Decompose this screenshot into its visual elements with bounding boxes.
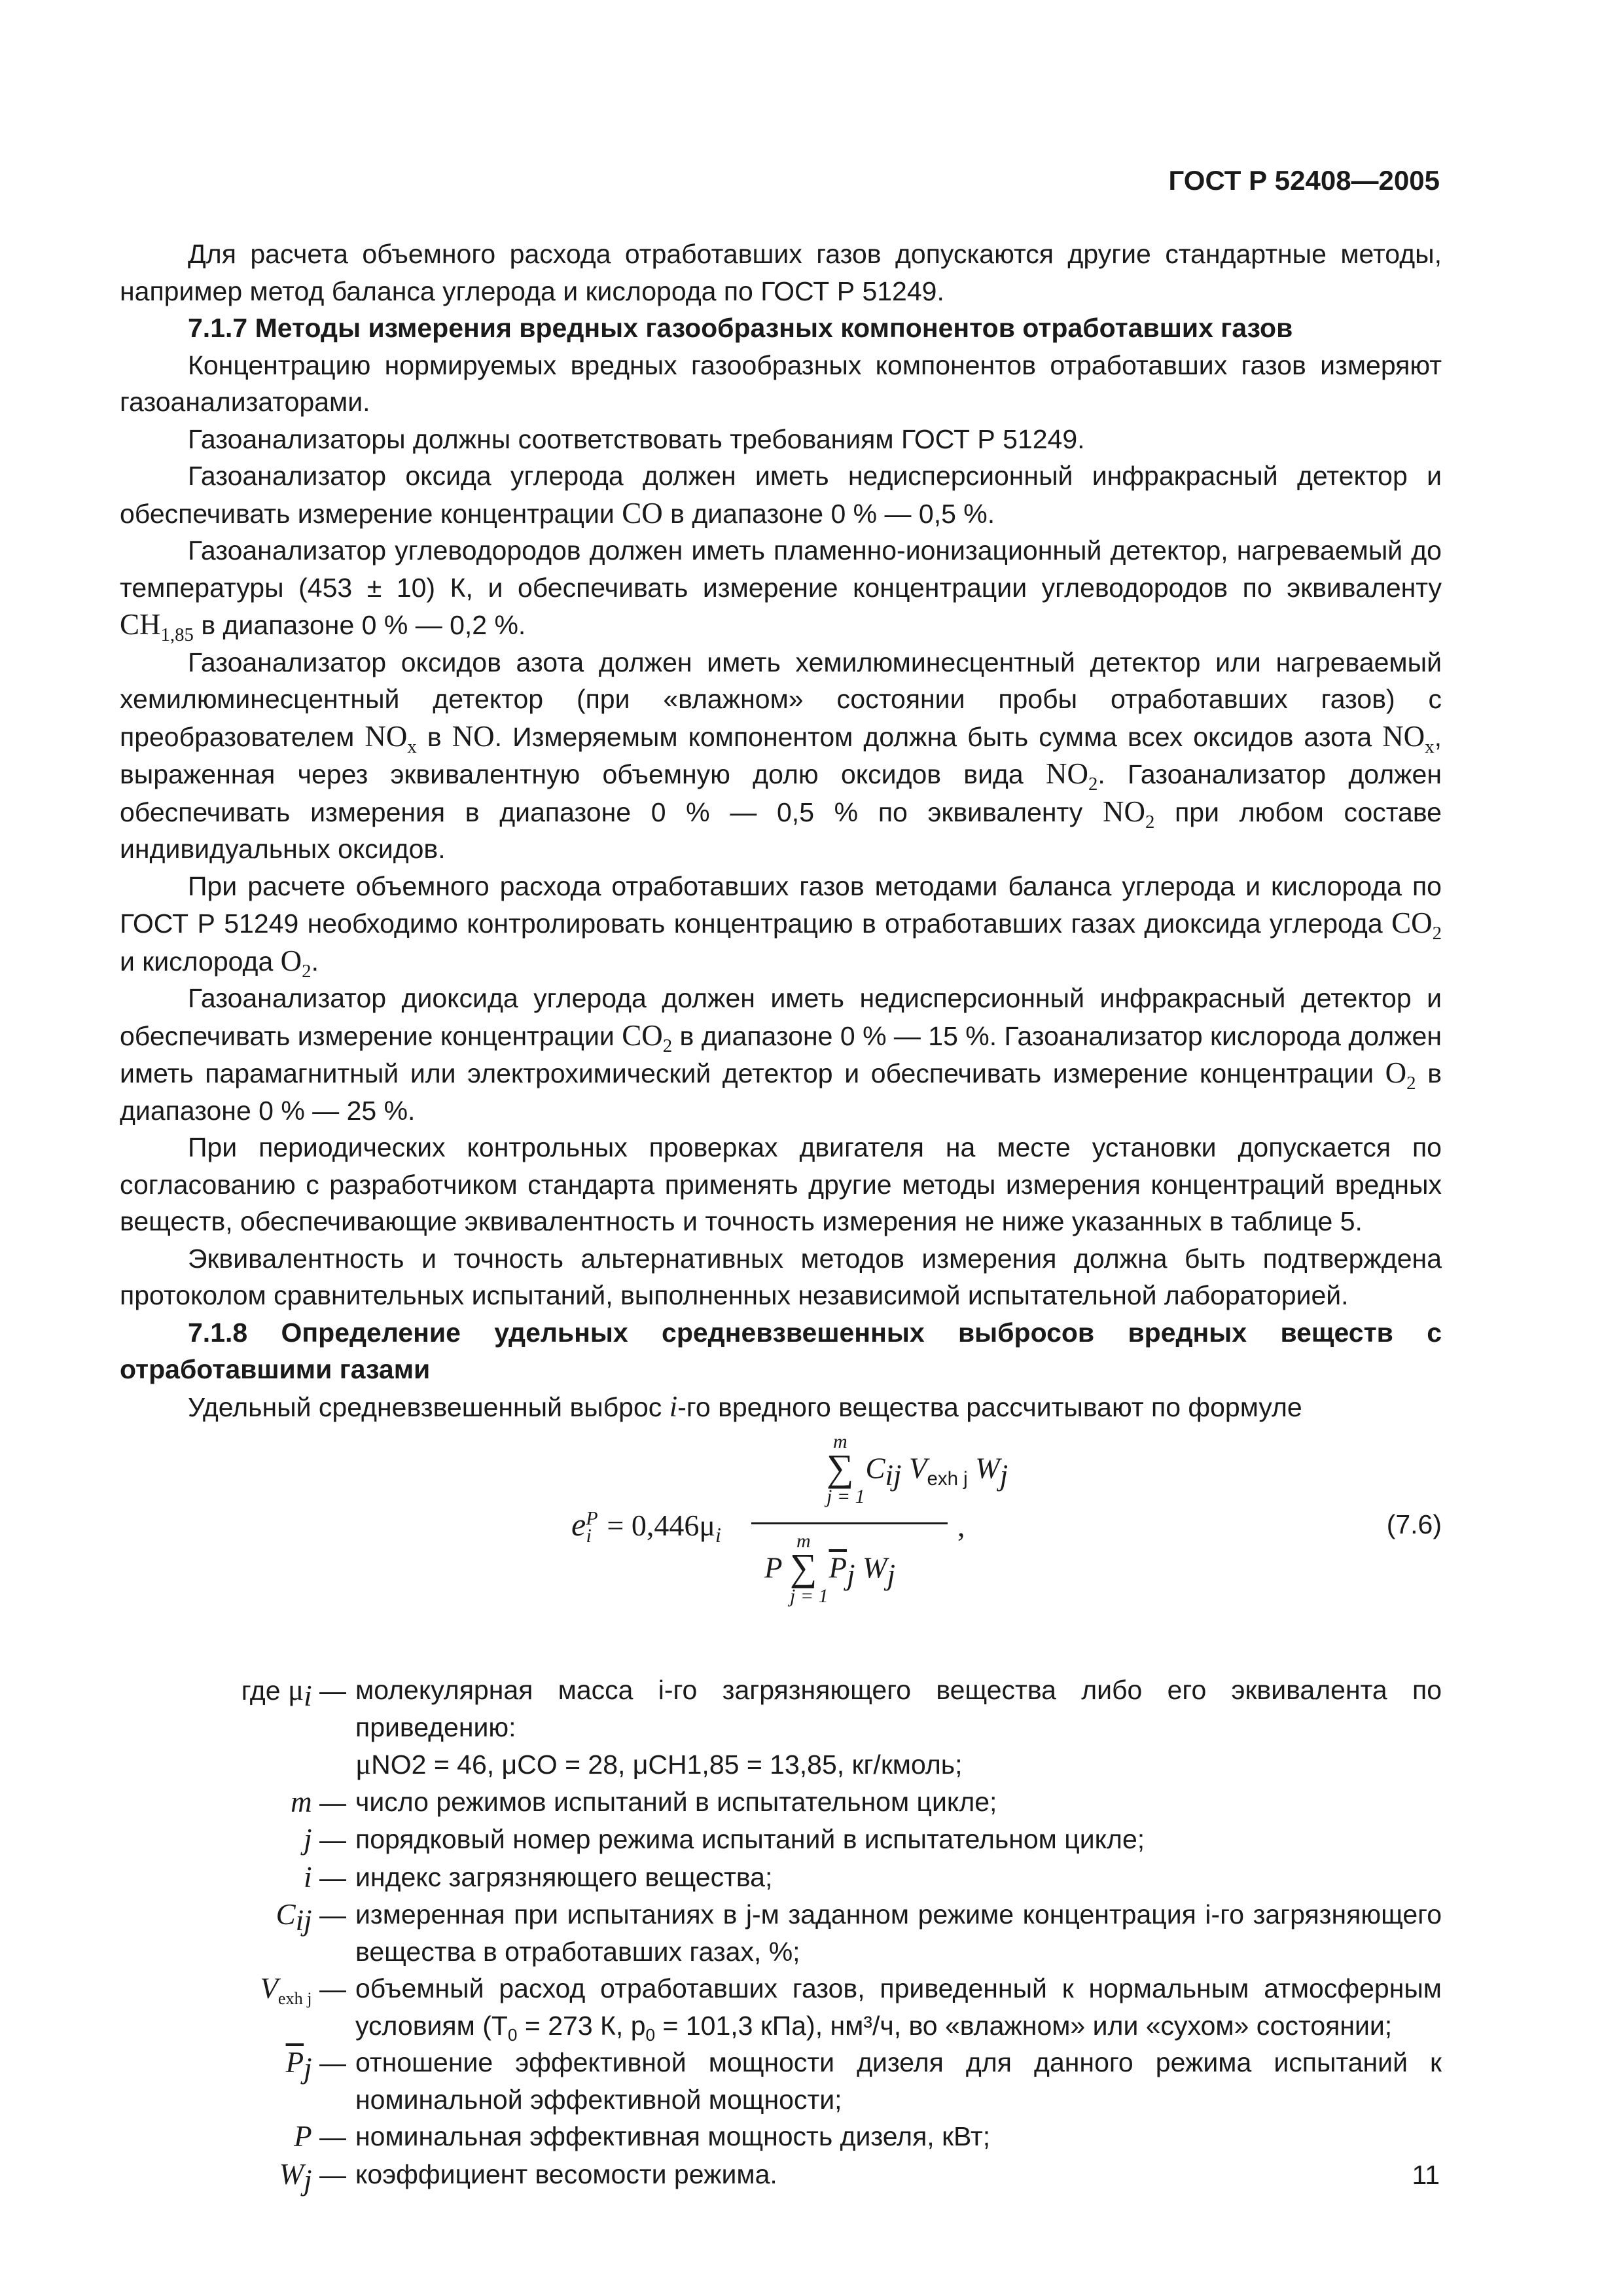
standard-designation: ГОСТ Р 52408—2005 <box>1168 165 1440 196</box>
definition-pj: $\overline{P}_j$ — отношение эффективной мощности дизеля для данного режима испытаний к номинальной эффективной мощности; <box>285 2046 1442 2115</box>
definition-wj: $W_j$ — коэффициент весомости режима. <box>279 2157 777 2197</box>
formula-co: CO <box>622 496 663 529</box>
paragraph-calc-methods: Для расчета объемного расхода отработавших газов допускаются другие стандартные методы, например метод баланса углерода и кислорода по ГОСТ Р 51249. <box>120 239 1442 306</box>
definition-i: i — индекс загрязняющего вещества; <box>304 1860 773 1893</box>
formula-nox-2: $NO_x$ <box>1382 719 1435 757</box>
fraction-bar <box>751 1522 948 1524</box>
formula-lhs: $e^P_i = 0,446\mu_i$ <box>571 1506 721 1547</box>
formula-7-6 <box>120 1431 1442 1632</box>
sum-symbol-2: m ∑ j = 1 <box>790 1530 829 1607</box>
paragraph-nox-analyzer: Газоанализатор оксидов азота должен иметь хемилюминесцентный детектор или нагреваемый хемилюминесцентный детектор (при «влажном» состоянии пробы отработавших газов) с преобразователем $NO_x$ в NO. Измеряемым компонентом должна быть сумма всех оксидов азота $NO_x$, выраженная через эквивалентную объемную долю оксидов вида $NO_2$. Газоанализатор должен обеспечивать измерения в диапазоне 0 % — 0,5 % по эквиваленту $NO_2$ при любом составе индивидуальных оксидов. <box>120 647 1442 864</box>
definition-mu: где $\mu_i$ — молекулярная масса i-го загрязняющего вещества либо его эквивалента по приведению: μNO2 = 46, μCO = 28, μCH1,85 = 13,85, кг/кмоль; <box>241 1674 1442 1780</box>
paragraph-gas-analyzers: Концентрацию нормируемых вредных газообразных компонентов отработавших газов измеряют газоанализаторами. <box>120 350 1442 417</box>
formula-denominator: P m ∑ j = 1 $\overline{P}_j$ $W_j$ <box>764 1532 895 1610</box>
heading-7-1-8: 7.1.8 Определение удельных средневзвешенных выбросов вредных веществ с отработавшими газами <box>120 1317 1442 1384</box>
paragraph-formula-intro: Удельный средневзвешенный выброс i-го вредного вещества рассчитывают по формуле <box>188 1390 1302 1423</box>
sum-symbol: m ∑ j = 1 <box>827 1431 865 1507</box>
heading-7-1-7: 7.1.7 Методы измерения вредных газообразных компонентов отработавших газов <box>188 313 1293 343</box>
definition-p: P — номинальная эффективная мощность дизеля, кВт; <box>294 2120 991 2153</box>
symbol-definitions <box>120 1672 1442 2197</box>
formula-ch185: $CH_{1,85}$ <box>120 608 194 645</box>
definition-vexh: $V_{exh j}$ — объемный расход отработавших газов, приведенный к нормальным атмосферным условиям ($T_0 = 273$ К, $p_0 = 101,3$ кПа), нм³/ч, во «влажном» или «сухом» состоянии; <box>260 1972 1442 2045</box>
paragraph-co2-o2-control: При расчете объемного расхода отработавших газов методами баланса углерода и кислорода по ГОСТ Р 51249 необходимо контролировать концентрацию в отработавших газах диоксида углерода $CO_2$ и кислорода $O_2$. <box>120 870 1442 982</box>
formula-o2: $O_2$ <box>280 944 312 982</box>
paragraph-co2-analyzer: Газоанализатор диоксида углерода должен иметь недисперсионный инфракрасный детектор и обеспечивать измерение концентрации $CO_2$ в диапазоне 0 % — 15 %. Газоанализатор кислорода должен иметь парамагнитный или электрохимический детектор и обеспечивать измерение концентрации $O_2$ в диапазоне 0 % — 25 %. <box>120 983 1442 1126</box>
definition-j: j — порядковый номер режима испытаний в испытательном цикле; <box>304 1823 1145 1856</box>
document-body <box>120 236 1442 2197</box>
formula-no: NO <box>452 719 495 753</box>
paragraph-co-analyzer: Газоанализатор оксида углерода должен иметь недисперсионный инфракрасный детектор и обеспечивать измерение концентрации CO в диапазоне 0 % — 0,5 %. <box>120 461 1442 529</box>
definition-m: m — число режимов испытаний в испытательном цикле; <box>291 1785 997 1818</box>
formula-nox: $NO_x$ <box>365 719 417 757</box>
paragraph-hc-analyzer: Газоанализатор углеводородов должен иметь пламенно-ионизационный детектор, нагреваемый до температуры (453 ± 10) К, и обеспечивать измерение концентрации углеводородов по эквиваленту $CH_{1,85}$ в диапазоне 0 % — 0,2 %. <box>120 535 1442 645</box>
formula-o2-2: $O_2$ <box>1385 1056 1416 1094</box>
paragraph-periodic-checks: При периодических контрольных проверках двигателя на месте установки допускается по согласованию с разработчиком стандарта применять другие методы измерения концентраций вредных веществ, обеспечивающие эквивалентность и точность измерения не ниже указанных в таблице 5. <box>120 1132 1442 1236</box>
formula-no2-2: $NO_2$ <box>1102 795 1155 833</box>
page-number: 11 <box>1412 2160 1440 2190</box>
formula-comma: , <box>957 1509 965 1543</box>
definition-cij: $C_{ij}$ — измеренная при испытаниях в j-м заданном режиме концентрация i-го загрязняющего вещества в отработавших газах, %; <box>276 1898 1442 1967</box>
formula-numerator: m ∑ j = 1 $C_{ij}$ $V_{exh j}$ $W_j$ <box>827 1432 1008 1511</box>
paragraph-requirements: Газоанализаторы должны соответствовать требованиям ГОСТ Р 51249. <box>188 423 1085 454</box>
equation-number: (7.6) <box>1386 1509 1442 1539</box>
formula-co2-2: $CO_2$ <box>622 1018 673 1056</box>
formula-co2: $CO_2$ <box>1391 906 1442 944</box>
paragraph-equivalence: Эквивалентность и точность альтернативных методов измерения должна быть подтверждена протоколом сравнительных испытаний, выполненных независимой испытательной лабораторией. <box>120 1243 1442 1310</box>
formula-no2: $NO_2$ <box>1045 757 1098 795</box>
